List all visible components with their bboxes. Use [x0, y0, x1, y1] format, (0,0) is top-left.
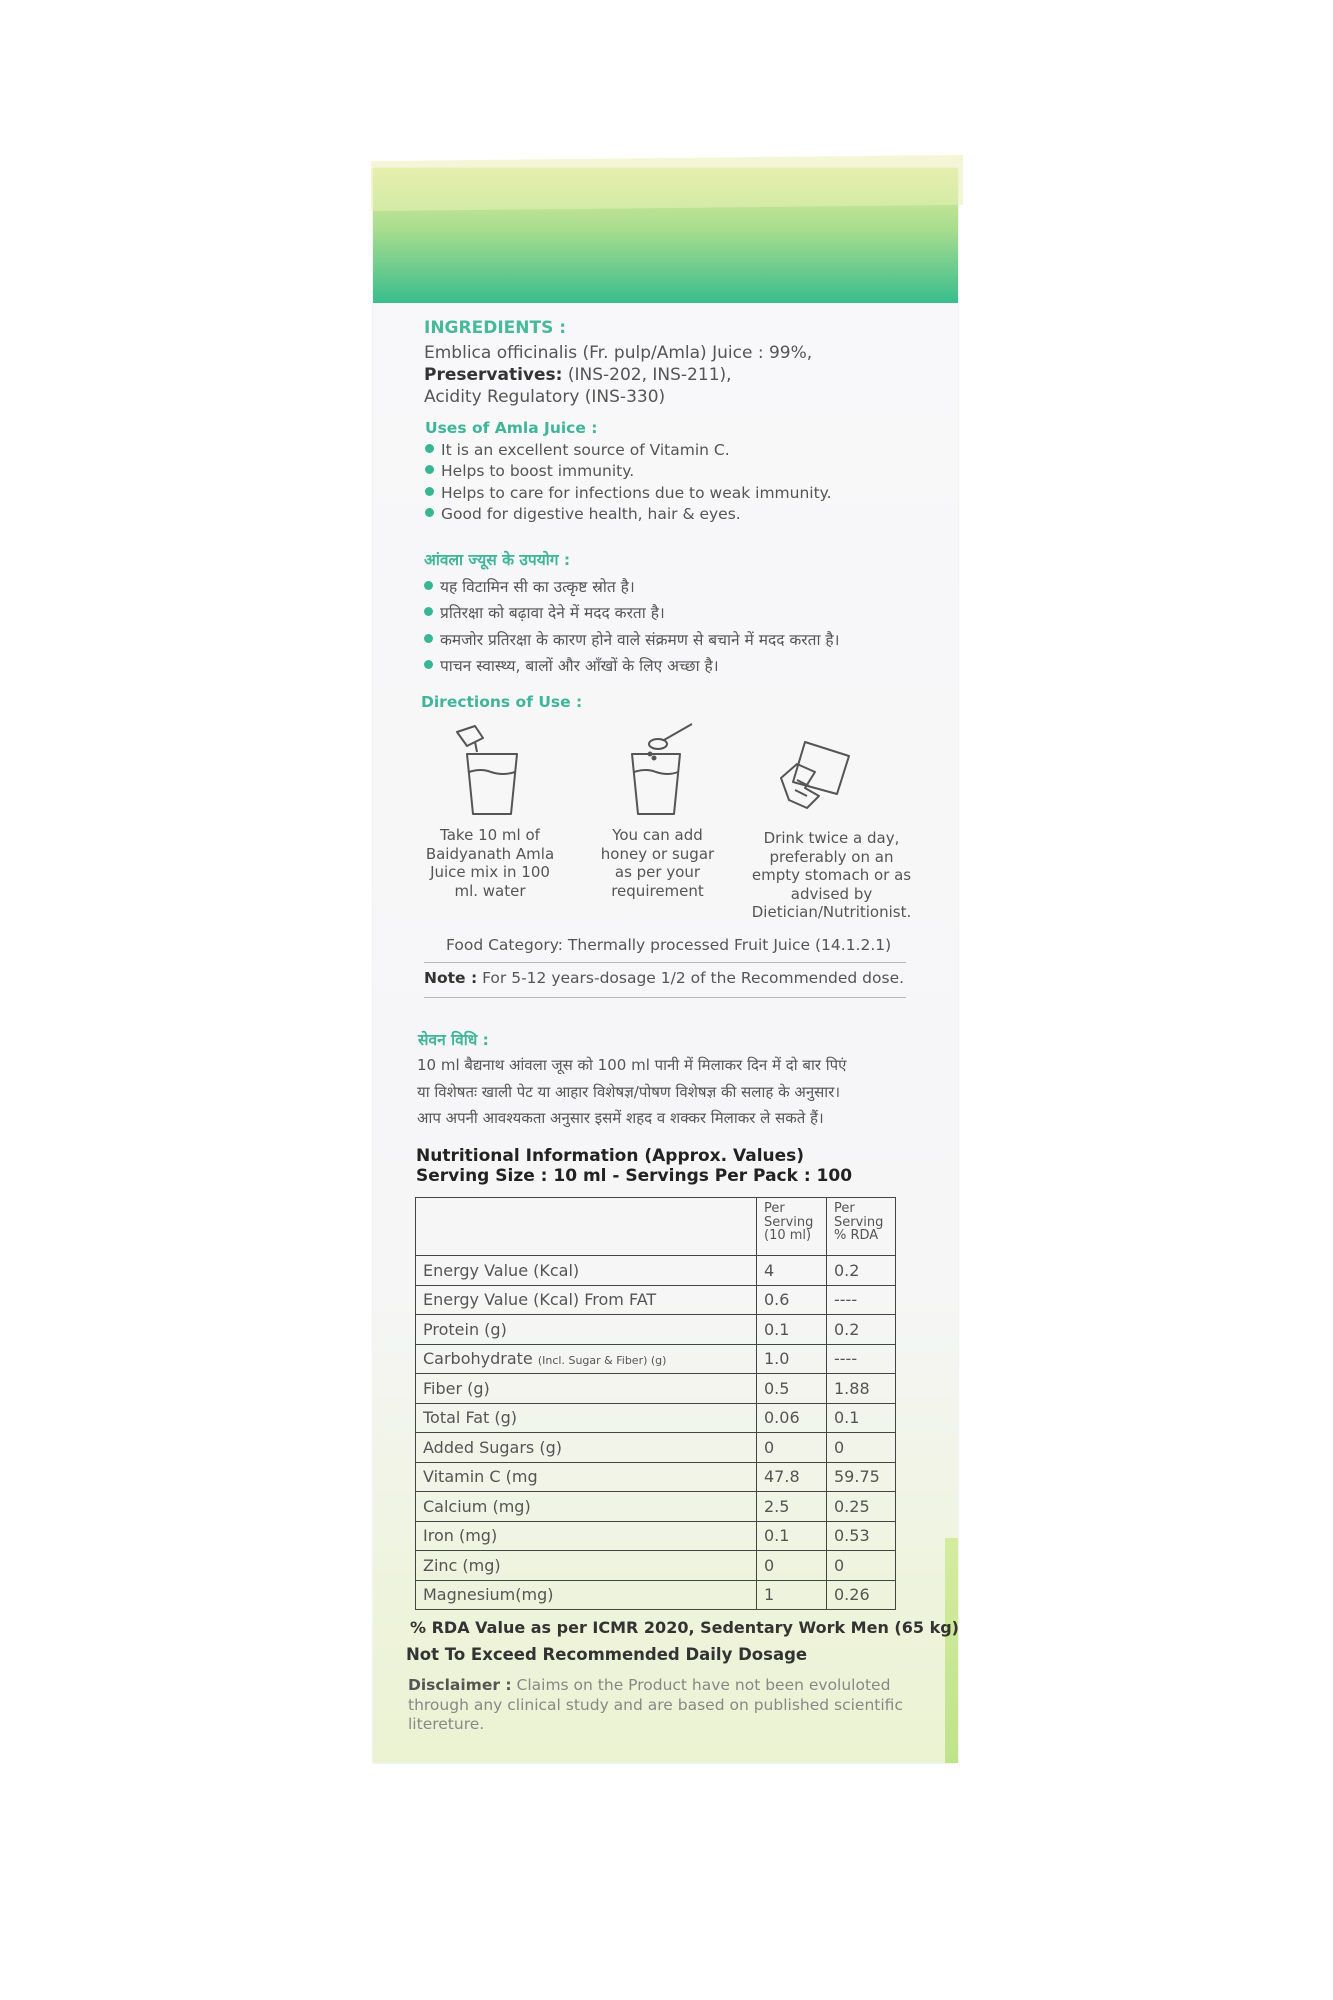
uses-hindi-heading: आंवला ज्यूस के उपयोग :: [424, 551, 571, 569]
uses-item: It is an excellent source of Vitamin C.: [425, 441, 730, 459]
bullet-icon: [425, 508, 434, 517]
table-row: Energy Value (Kcal) 4 0.2: [416, 1256, 896, 1286]
nutrition-table: [415, 1197, 896, 1610]
bullet-icon: [424, 607, 433, 616]
spoon-glass-icon: [620, 720, 700, 818]
disclaimer: [408, 1676, 928, 1735]
column-header-per-serving: Per Serving (10 ml): [757, 1198, 827, 1256]
table-row: Protein (g) 0.1 0.2: [416, 1315, 896, 1345]
uses-item: Good for digestive health, hair & eyes.: [425, 505, 741, 523]
table-row: Energy Value (Kcal) From FAT 0.6 ----: [416, 1285, 896, 1315]
pour-into-glass-icon: [445, 722, 525, 818]
note-text: For 5-12 years-dosage 1/2 of the Recommended dose.: [477, 969, 905, 987]
uses-hindi-item: प्रतिरक्षा को बढ़ावा देने में मदद करता है।: [424, 601, 665, 623]
ingredients-line-1: Emblica officinalis (Fr. pulp/Amla) Juice : 99%,: [424, 343, 813, 363]
table-row: Total Fat (g) 0.06 0.1: [416, 1403, 896, 1433]
bullet-icon: [425, 487, 434, 496]
dosage-note: Not To Exceed Recommended Daily Dosage: [406, 1645, 808, 1664]
uses-item: Helps to care for infections due to weak immunity.: [425, 484, 832, 502]
table-row: Calcium (mg) 2.5 0.25: [416, 1492, 896, 1522]
table-row: Carbohydrate (Incl. Sugar & Fiber) (g) 1.0 ----: [416, 1344, 896, 1374]
note: [424, 969, 904, 987]
directions-heading: Directions of Use :: [421, 693, 583, 711]
nutrition-heading: Nutritional Information (Approx. Values): [416, 1146, 805, 1166]
sevan-vidhi-line: या विशेषतः खाली पेट या आहार विशेषज्ञ/पोषण विशेषज्ञ की सलाह के अनुसार।: [417, 1083, 841, 1101]
uses-heading: Uses of Amla Juice :: [425, 419, 598, 437]
table-row: Vitamin C (mg 47.8 59.75: [416, 1462, 896, 1492]
uses-hindi-item: पाचन स्वास्थ्य, बालों और आँखों के लिए अच्छा है।: [424, 654, 719, 676]
disclaimer-label: Disclaimer :: [408, 1676, 512, 1694]
food-category: Food Category: Thermally processed Fruit Juice (14.1.2.1): [446, 936, 892, 954]
rda-note: % RDA Value as per ICMR 2020, Sedentary Work Men (65 kg): [410, 1618, 959, 1637]
table-row: Magnesium(mg) 1 0.26: [416, 1580, 896, 1610]
table-row: Iron (mg) 0.1 0.53: [416, 1521, 896, 1551]
table-header-row: [416, 1198, 896, 1256]
ingredients-heading: INGREDIENTS :: [424, 318, 567, 338]
bullet-icon: [424, 581, 433, 590]
table-row: Added Sugars (g) 0 0: [416, 1433, 896, 1463]
box-top-flap: [371, 155, 963, 211]
column-header-rda: Per Serving % RDA: [827, 1198, 896, 1256]
table-header-cell: [416, 1198, 757, 1256]
bullet-icon: [425, 444, 434, 453]
sevan-vidhi-heading: सेवन विधि :: [418, 1031, 489, 1049]
bullet-icon: [424, 660, 433, 669]
note-label: Note :: [424, 969, 478, 987]
box-side-edge: [945, 1538, 958, 1763]
serving-size: Serving Size : 10 ml - Servings Per Pack : 100: [416, 1166, 853, 1186]
disclaimer-text: Claims on the Product have not been evoluloted through any clinical study and are based on published scientific litereture.: [408, 1676, 903, 1733]
direction-step-1: Take 10 ml of Baidyanath Amla Juice mix in 100 ml. water: [425, 826, 555, 900]
divider: [424, 997, 906, 998]
ingredients-line-2: [424, 365, 732, 385]
uses-hindi-item: कमजोर प्रतिरक्षा के कारण होने वाले संक्रमण से बचाने में मदद करता है।: [424, 628, 840, 650]
hand-holding-glass-icon: [775, 738, 855, 818]
bullet-icon: [424, 634, 433, 643]
table-row: Zinc (mg) 0 0: [416, 1551, 896, 1581]
sevan-vidhi-line: आप अपनी आवश्यकता अनुसार इसमें शहद व शक्कर मिलाकर ले सकते हैं।: [417, 1109, 824, 1127]
bullet-icon: [425, 465, 434, 474]
table-row: Fiber (g) 0.5 1.88: [416, 1374, 896, 1404]
ingredients-line-3: Acidity Regulatory (INS-330): [424, 387, 666, 407]
direction-step-3: Drink twice a day, preferably on an empty stomach or as advised by Dietician/Nutritionist.: [751, 829, 912, 921]
uses-item: Helps to boost immunity.: [425, 462, 634, 480]
preservatives-label: Preservatives:: [424, 365, 563, 385]
preservatives-value: (INS-202, INS-211),: [562, 365, 732, 385]
uses-hindi-item: यह विटामिन सी का उत्कृष्ट स्रोत है।: [424, 575, 635, 597]
divider: [424, 962, 906, 963]
direction-step-2: You can add honey or sugar as per your requirement: [600, 826, 715, 900]
sevan-vidhi-line: 10 ml बैद्यनाथ आंवला जूस को 100 ml पानी में मिलाकर दिन में दो बार पिएं: [417, 1056, 847, 1074]
